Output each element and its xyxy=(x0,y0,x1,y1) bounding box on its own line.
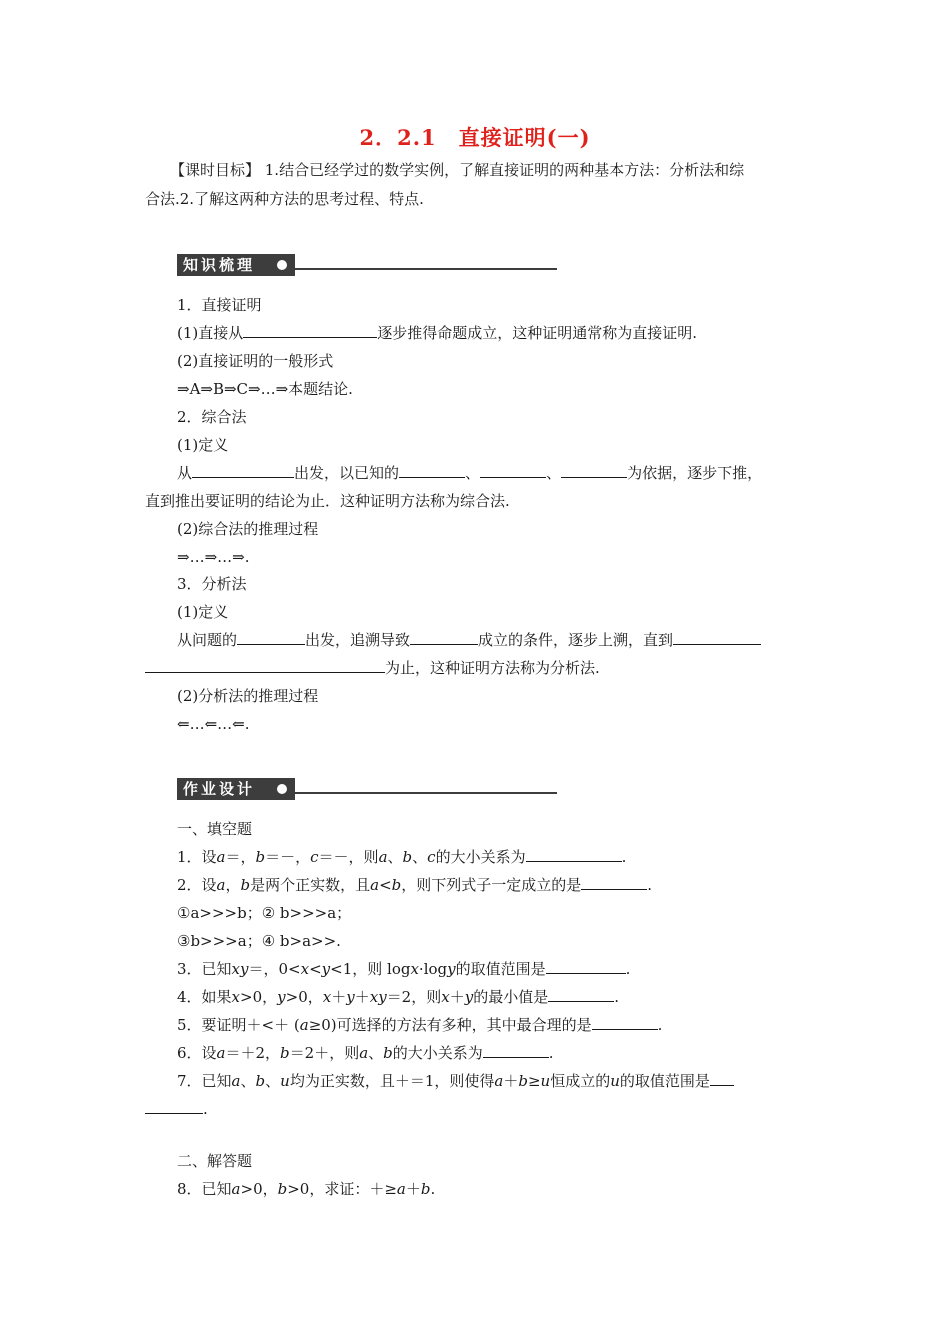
answer-blank[interactable] xyxy=(592,1015,658,1030)
question-2: 2．设a，b是两个正实数，且a<b，则下列式子一定成立的是 . xyxy=(177,876,653,894)
answer-blank[interactable] xyxy=(710,1071,734,1086)
text-line: (1)定义 xyxy=(177,603,229,621)
text-line: 为止，这种证明方法称为分析法. xyxy=(145,658,600,678)
goal-line-2: 合法.2.了解这两种方法的思考过程、特点. xyxy=(145,190,424,208)
fill-blank[interactable] xyxy=(145,658,385,673)
question-5: 5．要证明＋<＋ (a≥0)可选择的方法有多种，其中最合理的是 . xyxy=(177,1016,663,1034)
text-line: 直到推出要证明的结论为止．这种证明方法称为综合法. xyxy=(145,492,510,510)
lesson-name: 直接证明(一) xyxy=(458,125,591,150)
question-1: 1．设a＝，b＝－，c＝－，则a、b、c的大小关系为 . xyxy=(177,848,627,866)
goal-line-1: 【课时目标】 1.结合已经学过的数学实例，了解直接证明的两种基本方法：分析法和综 xyxy=(170,161,745,179)
answer-blank[interactable] xyxy=(546,959,626,974)
fill-blank[interactable] xyxy=(192,463,294,478)
question-7: 7．已知a、b、u均为正实数，且＋＝1，则使得a＋b≥u恒成立的u的取值范围是 xyxy=(177,1071,734,1091)
fill-blank[interactable] xyxy=(410,630,478,645)
answer-blank[interactable] xyxy=(526,847,622,862)
answer-blank[interactable] xyxy=(145,1099,203,1114)
subsection-heading: 二、解答题 xyxy=(177,1152,253,1170)
fill-blank[interactable] xyxy=(673,630,761,645)
text-line: 2．综合法 xyxy=(177,408,247,426)
bullet-dot-icon xyxy=(277,784,287,794)
answer-blank[interactable] xyxy=(483,1043,549,1058)
fill-blank[interactable] xyxy=(237,630,305,645)
answer-blank[interactable] xyxy=(548,987,614,1002)
question-2-options-b: ③b>>>a；④ b>a>>. xyxy=(177,932,341,950)
fill-blank[interactable] xyxy=(480,463,546,478)
text-line: (2)综合法的推理过程 xyxy=(177,520,319,538)
text-line: (2)直接证明的一般形式 xyxy=(177,352,334,370)
subsection-heading: 一、填空题 xyxy=(177,820,253,838)
bullet-dot-icon xyxy=(277,260,287,270)
text-line: 3．分析法 xyxy=(177,575,247,593)
question-4: 4．如果x>0，y>0，x＋y＋xy＝2，则x＋y的最小值是 . xyxy=(177,988,619,1006)
question-6: 6．设a＝＋2，b＝2＋，则a、b的大小关系为 . xyxy=(177,1044,554,1062)
section-rule xyxy=(295,792,557,794)
question-8: 8．已知a>0，b>0，求证：＋≥a＋b. xyxy=(177,1180,436,1198)
section-label: 知识梳理 xyxy=(177,254,295,276)
text-line: ⇒…⇒…⇒. xyxy=(177,548,250,566)
fill-blank[interactable] xyxy=(399,463,465,478)
text-line: ⇒A⇒B⇒C⇒…⇒本题结论. xyxy=(177,380,353,398)
text-line: (2)分析法的推理过程 xyxy=(177,687,319,705)
fill-blank[interactable] xyxy=(561,463,627,478)
lesson-title xyxy=(0,122,950,152)
question-3: 3．已知xy＝，0<x<y<1，则 logx·logy的取值范围是 . xyxy=(177,960,631,978)
text-line: (1)直接从 逐步推得命题成立，这种证明通常称为直接证明. xyxy=(177,324,698,342)
fill-blank[interactable] xyxy=(243,323,377,338)
section-rule xyxy=(295,268,557,270)
text-line: (1)定义 xyxy=(177,436,229,454)
text-line: 从 出发，以已知的 、 、 为依据，逐步下推， xyxy=(177,464,763,482)
question-7-cont: . xyxy=(145,1099,208,1119)
section-label: 作业设计 xyxy=(177,778,295,800)
question-2-options-a: ①a>>>b；② b>>>a； xyxy=(177,904,352,922)
text-line: ⇐…⇐…⇐. xyxy=(177,715,250,733)
answer-blank[interactable] xyxy=(581,875,647,890)
text-line: 从问题的 出发，追溯导致 成立的条件，逐步上溯，直到 xyxy=(177,630,761,650)
text-line: 1．直接证明 xyxy=(177,296,262,314)
lesson-number: 2．2.1 xyxy=(359,125,437,150)
